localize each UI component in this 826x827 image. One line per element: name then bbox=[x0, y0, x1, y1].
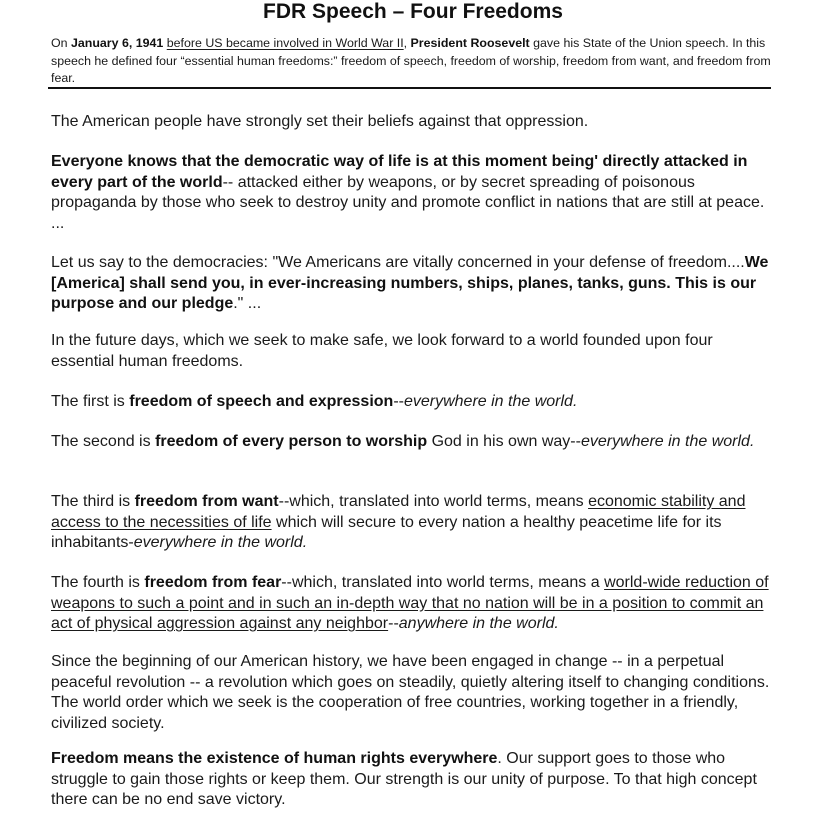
paragraph-text: The second is bbox=[51, 433, 156, 450]
paragraph-text: -- attacked either by weapons, or by secret spreading of poisonous propaganda by those who seek to destroy unity and promote conflict in nations that are still at peace. ... bbox=[51, 173, 765, 232]
paragraph-text: The third is bbox=[51, 493, 135, 510]
paragraph-underlined-text: world-wide reduction of weapons to such a point and in such an in-depth way that no nation will be in a position to commit an act of physical aggression against any neighbor bbox=[51, 574, 769, 632]
freedom-name: freedom from fear bbox=[144, 574, 282, 591]
paragraph-freedom-of-speech bbox=[51, 392, 773, 413]
paragraph-bold-text: Freedom means the existence of human rights everywhere bbox=[51, 750, 498, 767]
intro-text: gave his State of the Union speech. In this speech he defined four “essential human freedoms:” freedom of speech, freedom of worship, freedom from want, and freedom from fear. bbox=[51, 36, 771, 86]
paragraph-text: Since the beginning of our American history, we have been engaged in change -- in a perpetual peaceful revolution -- a revolution which goes on steadily, quietly altering itself to changing conditions. The world order which we seek is the cooperation of free countries, working together in a friendly, civilized society. bbox=[51, 653, 770, 732]
intro-text: On bbox=[51, 36, 71, 50]
freedom-name: freedom of every person to worship bbox=[155, 433, 428, 450]
paragraph-text: In the future days, which we seek to make safe, we look forward to a world founded upon four essential human freedoms. bbox=[51, 332, 713, 370]
paragraph-peaceful-revolution bbox=[51, 652, 773, 734]
paragraph-pledge bbox=[51, 253, 773, 315]
paragraph-text: The American people have strongly set their beliefs against that oppression. bbox=[51, 113, 589, 130]
freedom-name: freedom from want bbox=[134, 493, 279, 510]
paragraph-italic-text: everywhere in the world. bbox=[133, 534, 308, 551]
paragraph-text: Let us say to the democracies: "We Americans are vitally concerned in your defense of freedom.... bbox=[51, 254, 745, 271]
paragraph-text: which will secure to every nation a healthy peacetime life for its inhabitants- bbox=[51, 513, 722, 551]
paragraph-italic-text: anywhere in the world. bbox=[398, 615, 559, 632]
intro-text: , bbox=[403, 36, 411, 50]
paragraph-human-rights bbox=[51, 749, 773, 811]
page-title: FDR Speech – Four Freedoms bbox=[263, 0, 563, 23]
paragraph-text: -- bbox=[393, 393, 404, 410]
paragraph-text: ." ... bbox=[233, 295, 262, 312]
paragraph-text: -- bbox=[388, 615, 399, 632]
intro-context: before US became involved in World War II bbox=[166, 36, 404, 50]
paragraph-four-freedoms-intro bbox=[51, 331, 773, 372]
header-divider bbox=[48, 87, 771, 89]
paragraph-text: The fourth is bbox=[51, 574, 145, 591]
paragraph-text: --which, translated into world terms, means a bbox=[281, 574, 605, 591]
freedom-name: freedom of speech and expression bbox=[129, 393, 394, 410]
paragraph-freedom-from-want bbox=[51, 492, 773, 554]
paragraph-text: The first is bbox=[51, 393, 130, 410]
intro-summary bbox=[51, 35, 776, 88]
intro-date: January 6, 1941 bbox=[70, 36, 164, 50]
paragraph-italic-text: everywhere in the world. bbox=[580, 433, 755, 450]
paragraph-oppression bbox=[51, 112, 773, 133]
paragraph-bold-text: Everyone knows that the democratic way of life is at this moment being' directly attacked in every part of the world bbox=[51, 153, 748, 191]
paragraph-freedom-from-fear bbox=[51, 573, 773, 635]
paragraph-bold-text: We [America] shall send you, in ever-increasing numbers, ships, planes, tanks, guns. This is our purpose and our pledge bbox=[51, 254, 769, 312]
paragraph-underlined-text: economic stability and access to the necessities of life bbox=[51, 493, 746, 531]
paragraph-freedom-of-worship bbox=[51, 432, 773, 453]
paragraph-democracy-attacked bbox=[51, 152, 773, 234]
paragraph-text: God in his own way-- bbox=[427, 433, 581, 450]
paragraph-text: --which, translated into world terms, means bbox=[278, 493, 589, 510]
intro-speaker: President Roosevelt bbox=[410, 36, 530, 50]
paragraph-italic-text: everywhere in the world. bbox=[403, 393, 578, 410]
paragraph-text: . Our support goes to those who struggle to gain those rights or keep them. Our strength is our unity of purpose. To that high concept there can be no end save victory. bbox=[51, 750, 757, 808]
